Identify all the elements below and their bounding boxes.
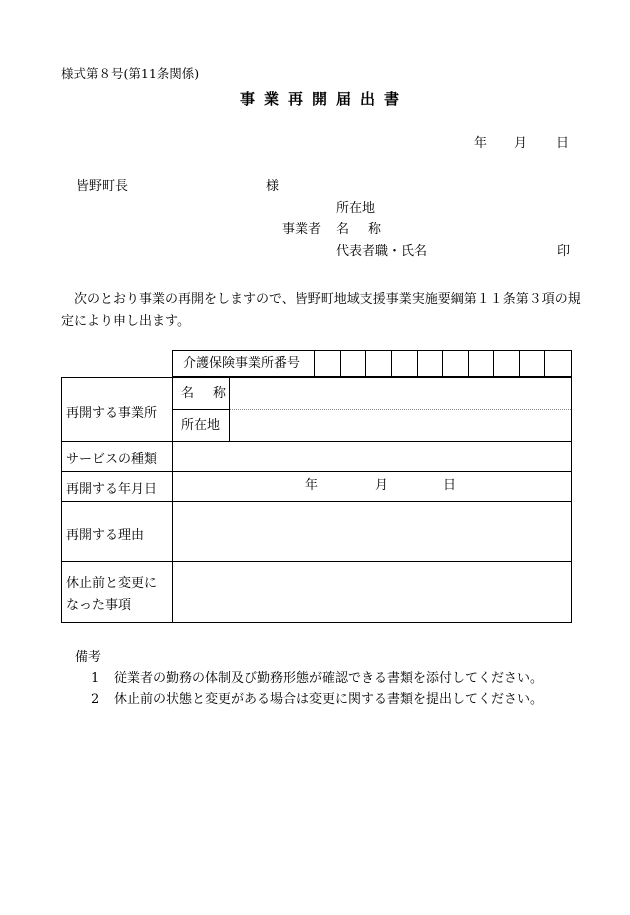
service-type-label: サービスの種類 [66, 452, 158, 467]
reason-label-cell [62, 502, 173, 561]
office-name-label: 名 称 [181, 386, 230, 401]
service-type-label-cell [62, 442, 173, 471]
note-number: 1 [91, 671, 100, 686]
applicant-name-label: 名 称 [336, 222, 385, 237]
changes-row [62, 562, 571, 622]
reason-field[interactable] [174, 502, 571, 561]
insurance-number-cell[interactable] [545, 351, 571, 376]
document-title: 事業再開届出書 [239, 90, 408, 108]
date-month-label: 月 [514, 136, 528, 151]
insurance-number-label: 介護保険事業所番号 [173, 351, 315, 376]
service-type-field[interactable] [174, 442, 571, 471]
seal-mark: 印 [557, 244, 571, 259]
insurance-number-cell[interactable] [341, 351, 367, 376]
form-table [61, 377, 572, 623]
insurance-number-cell[interactable] [392, 351, 418, 376]
reopen-date-label-cell [62, 472, 173, 501]
office-address-label: 所在地 [181, 418, 221, 433]
date-year-label: 年 [474, 136, 488, 151]
changes-label-line1: 休止前と変更に [66, 576, 158, 591]
insurance-number-cell[interactable] [418, 351, 444, 376]
changes-label-cell [62, 562, 173, 622]
changes-field[interactable] [174, 562, 571, 622]
insurance-number-cell[interactable] [469, 351, 495, 376]
body-paragraph [61, 289, 581, 333]
addressee-honorific: 様 [266, 179, 280, 194]
changes-label-line2: なった事項 [66, 598, 132, 613]
office-divider [173, 409, 230, 410]
applicant-business-label: 事業者 [282, 222, 322, 237]
reopen-date-day: 日 [443, 478, 457, 493]
reopen-office-label-cell [62, 378, 173, 441]
reason-label: 再開する理由 [66, 528, 145, 543]
note-text: 休止前の状態と変更がある場合は変更に関する書類を提出してください。 [114, 692, 544, 707]
insurance-number-cell[interactable] [443, 351, 469, 376]
reopen-date-month: 月 [375, 478, 389, 493]
reopen-date-year: 年 [305, 478, 319, 493]
insurance-number-cell[interactable] [520, 351, 546, 376]
notes-title: 備考 [75, 650, 102, 665]
insurance-number-row [172, 350, 572, 377]
reopen-date-label: 再開する年月日 [66, 482, 158, 497]
service-type-row [62, 442, 571, 472]
reason-row [62, 502, 571, 562]
note-text: 従業者の勤務の体制及び勤務形態が確認できる書類を添付してください。 [114, 671, 544, 686]
reopen-date-row [62, 472, 571, 502]
applicant-address-label: 所在地 [336, 201, 376, 216]
form-id: 様式第８号(第11条関係) [61, 66, 200, 81]
insurance-number-cell[interactable] [366, 351, 392, 376]
note-number: 2 [91, 692, 100, 707]
body-text: 次のとおり事業の再開をしますので、皆野町地域支援事業実施要綱第１１条第３項の規定により申し出ます。 [61, 292, 581, 329]
office-address-field[interactable] [231, 410, 571, 441]
office-name-field[interactable] [231, 378, 571, 409]
date-day-label: 日 [556, 136, 570, 151]
insurance-number-cell[interactable] [315, 351, 341, 376]
reopen-office-row [62, 378, 571, 442]
insurance-number-cell[interactable] [494, 351, 520, 376]
reopen-office-label: 再開する事業所 [66, 406, 158, 421]
applicant-representative-label: 代表者職・氏名 [336, 244, 428, 259]
addressee-name: 皆野町長 [76, 179, 129, 194]
